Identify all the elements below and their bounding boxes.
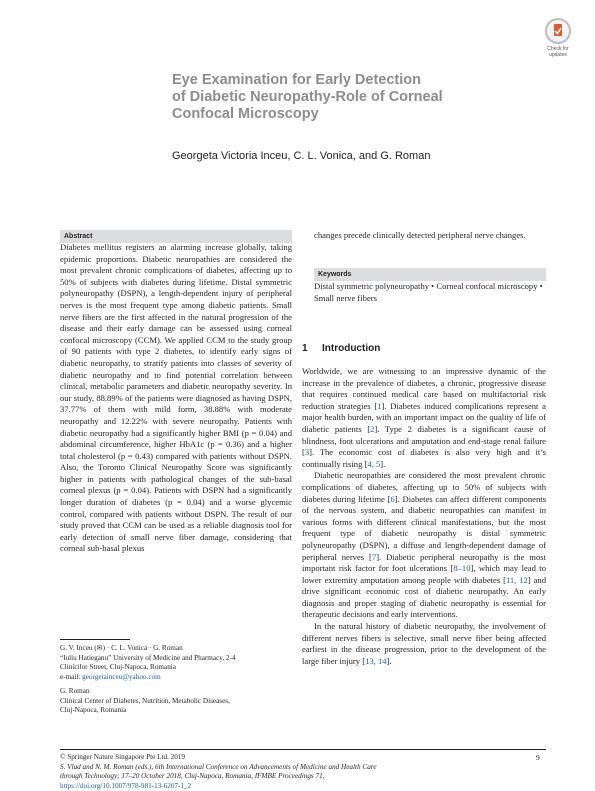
keywords-box — [314, 268, 546, 281]
copyright: © Springer Nature Singapore Pte Ltd. 2019 — [60, 753, 186, 761]
keywords-text: Distal symmetric polyneuropathy • Corneal confocal microscopy • Small nerve fibers — [314, 281, 543, 303]
abstract-heading: Abstract — [60, 230, 292, 243]
section-title: Introduction — [322, 343, 381, 354]
citation-link[interactable]: 3 — [304, 447, 310, 458]
author-email-link[interactable]: georgetainceu@yahoo.com — [82, 672, 161, 681]
intro-paragraph-1: Worldwide, we are witnessing to an impressive dynamic of the increase in the prevalence of diabetes, a chronic, progressive disease that requires continued medical care based on multifactorial risk reduction strategies [1]. Diabetes induced complications represent a major health burden, with an important impact on the quality of life of diabetic patients [2]. Type 2 diabetes is a significant cause of blindness, foot ulcerations and amputation and end-stage renal failure [3]. The economic cost of diabetes is also very high and it’s continually rising [4, 5]. — [302, 366, 546, 469]
introduction-body — [302, 366, 546, 667]
section-heading — [302, 343, 380, 354]
publication-footer — [60, 753, 546, 791]
citation-line: S. Vlad and N. M. Roman (eds.), 6th International Conference on Advancements of Medicine and Health Care — [60, 762, 377, 771]
citation-link[interactable]: 7 — [371, 551, 377, 562]
title-line-1: Eye Examination for Early Detection — [172, 72, 421, 88]
check-for-updates-badge[interactable] — [543, 18, 573, 64]
abstract-continuation: changes precede clinically detected peripheral nerve changes. — [314, 230, 526, 240]
citation-link[interactable]: 1 — [377, 400, 382, 411]
citation-link[interactable]: 13, 14 — [365, 655, 387, 666]
citation-line-2: through Technology; 17–20 October 2018, Cluj-Napoca, Romania, IFMBE Proceedings 71, — [60, 772, 325, 780]
intro-paragraph-3: In the natural history of diabetic neuropathy, the involvement of different nerves fibers is selective, small nerve fiber being affected earliest in the disease progression, prior to the development of the large fiber injury [13, 14]. — [302, 621, 546, 666]
authors: Georgeta Victoria Inceu, C. L. Vonica, and G. Roman — [172, 150, 431, 162]
check-updates-icon — [545, 18, 571, 44]
citation-link[interactable]: 6 — [390, 493, 395, 504]
section-number: 1 — [302, 343, 308, 354]
title-line-3: Confocal Microscopy — [172, 106, 319, 122]
page-number: 9 — [536, 753, 540, 762]
paper-title — [172, 72, 492, 123]
footnote-rule — [60, 639, 130, 640]
abstract-text — [60, 242, 292, 555]
citation-link[interactable]: 11, 12 — [505, 574, 528, 585]
intro-paragraph-2: Diabetic neuropathies are considered the most prevalent chronic complications of diabetes, affecting up to 50% of subjects with diabetes during lifetime [6]. Diabetes can affect different components of the nervous system, and diabetic neuropathies can manifest in various forms with different clinical manifestations, but the most frequent type of diabetic neuropathy is distal symmetric polyneuropathy (DSPN), a diffuse and length-dependent damage of peripheral nerves [7]. Diabetic peripheral neuropathy is the most important risk factor for foot ulcerations [8–10], which may lead to lower extremity amputation among people with diabetes [11, 12] and drive significant economic cost of diabetic neuropathy. An early diagnosis and proper staging of diabetic neuropathy is essential for therapeutic decisions and early interventions. — [302, 470, 547, 620]
title-line-2: of Diabetic Neuropathy-Role of Corneal — [172, 89, 443, 105]
keywords-heading: Keywords — [314, 268, 546, 281]
citation-link[interactable]: 8–10 — [453, 563, 471, 574]
citation-link[interactable]: 4, 5 — [367, 458, 381, 469]
footer-rule — [60, 749, 546, 750]
check-updates-label: Check for updates — [547, 46, 569, 58]
doi-link[interactable]: https://doi.org/10.1007/978-981-13-6207-1_2 — [60, 781, 192, 790]
citation-link[interactable]: 2 — [370, 423, 375, 434]
author-affiliations: G. V. Inceu (✉) · C. L. Vonica · G. Roman “Iuliu Hatieganu” University of Medicine and Pharmacy, 2-4 Clinicilor Street, Cluj-Napoca, Romania e-mail: georgetainceu@yahoo.com G. Roman Clinical Center of Diabetes, Nutrition, Metabolic Diseases, Cluj-Napoca, Romania — [60, 644, 236, 714]
abstract-paragraph: Diabetes mellitus registers an alarming increase globally, taking epidemic proportions. Diabetic neuropathies are considered the most prevalent chronic complications of diabetes, affecting up to 50% of subjects with diabetes during lifetime. Distal symmetric polyneuropathy (DSPN), a length-dependent injury of peripheral nerves is the most frequent type among diabetic patients. Small nerve fibers are the first affected in the natural progression of the disease and their early damage can be assessed using corneal confocal microscopy (CCM). We applied CCM to the study group of 90 patients with type 2 diabetes, to identify early signs of diabetic neuropathy, to stratify patients into classes of severity of diabetic neuropathy and to find potential correlation between clinical, metabolic parameters and diabetic neuropathy severity. In our study, 88.89% of the patients were diagnosed as having DSPN, 37.77% of them with mild form, 38.88% with moderate neuropathy and 12.22% with severe neuropathy. Patients with diabetic neuropathy had a significantly higher BMI (p = 0.04) and abdominal circumference, higher HbA1c (p = 0.36) and a higher total cholesterol (p = 0.43) compared with patients without DSPN. Also, the Toronto Clinical Neuropathy Score was significantly higher in patients with pathological changes of the sub-basal corneal plexus (p = 0.04). Patients with DSPN had a significantly longer duration of diabetes (p = 0.04) and a worse glycemic control, compared with patients without DSPN. The result of our study proved that CCM can be used as a reliable diagnosis tool for early detection of small nerve fiber damage, considering that corneal sub-basal plexus — [60, 242, 292, 554]
